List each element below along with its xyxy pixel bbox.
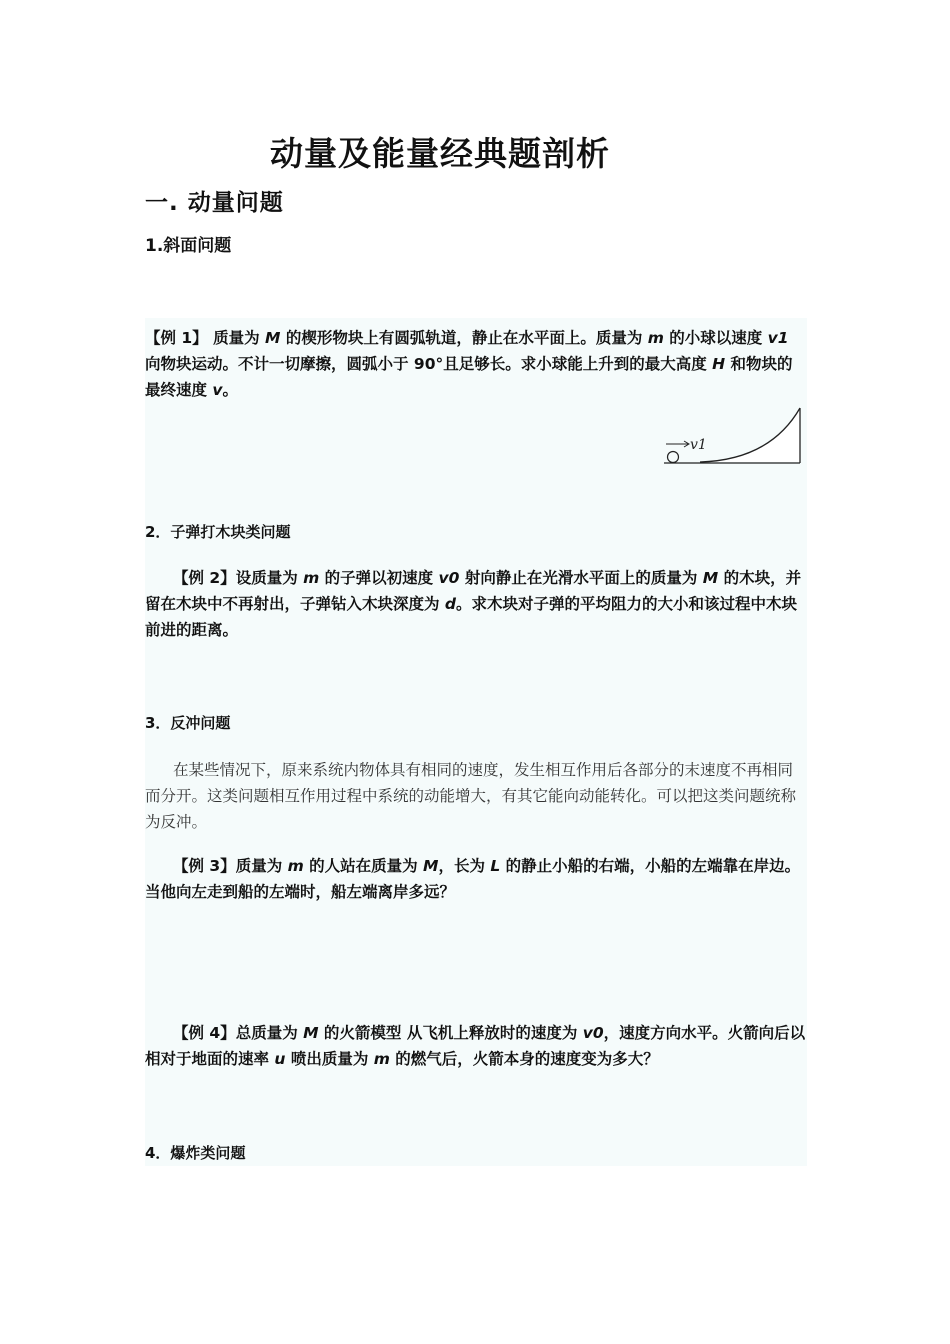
text-run: 。求木块对子弹的平均阻力的大小和该过程中木块前进的距离。 <box>145 595 798 639</box>
subsection-heading-recoil: 3．反冲问题 <box>145 714 231 732</box>
text-run: 总质量为 <box>235 1024 304 1042</box>
subsection-heading-explosion: 4．爆炸类问题 <box>145 1144 246 1162</box>
var-M: M <box>423 857 439 875</box>
text-run: 的人站在质量为 <box>303 857 424 875</box>
text-run: 质量为 <box>235 857 288 875</box>
text-run: 。 <box>222 381 239 399</box>
subsection-heading-bullet: 2．子弹打木块类问题 <box>145 523 291 541</box>
example-2-text <box>145 565 807 643</box>
example-2-label: 【例 2】 <box>173 569 236 587</box>
wedge-figure <box>660 404 805 468</box>
wedge-fill <box>700 408 800 462</box>
text-run: 质量为 <box>207 329 265 347</box>
text-run: 90° <box>413 355 444 373</box>
var-m: m <box>373 1050 390 1068</box>
example-4-text <box>145 1020 807 1072</box>
text-run: 设质量为 <box>235 569 304 587</box>
example-3-text <box>145 853 807 905</box>
ball-icon <box>668 452 679 463</box>
var-m: m <box>647 329 664 347</box>
var-M: M <box>303 1024 319 1042</box>
var-v: v <box>212 381 223 399</box>
text-run: 向物块运动。不计一切摩擦，圆弧小于 <box>145 355 414 373</box>
var-m: m <box>303 569 320 587</box>
text-run: ，长为 <box>438 857 491 875</box>
text-run: 射向静止在光滑水平面上的质量为 <box>459 569 703 587</box>
var-M: M <box>264 329 281 347</box>
text-run: 喷出质量为 <box>285 1050 374 1068</box>
text-run: 和物块的最终速度 <box>145 355 793 399</box>
var-v1: v1 <box>767 329 789 347</box>
subsection-heading-incline: 1.斜面问题 <box>145 236 232 256</box>
var-H: H <box>712 355 726 373</box>
text-run: 的子弹以初速度 <box>319 569 439 587</box>
var-d: d <box>444 595 457 613</box>
text-run: 的静止小船的右端，小船的左端靠在岸边。当他向左走到船的左端时，船左端离岸多远？ <box>145 857 801 901</box>
text-run: 的火箭模型 从飞机上释放时的速度为 <box>318 1024 583 1042</box>
var-L: L <box>490 857 501 875</box>
var-M: M <box>702 569 719 587</box>
text-run: 的燃气后，火箭本身的速度变为多大？ <box>389 1050 659 1068</box>
recoil-description: 在某些情况下，原来系统内物体具有相同的速度，发生相互作用后各部分的末速度不再相同而分开。这类问题相互作用过程中系统的动能增大，有其它能向动能转化。可以把这类问题统称为反冲。 <box>145 761 797 831</box>
text-run: 的木块，并留在木块中不再射出，子弹钻入木块深度为 <box>145 569 802 613</box>
velocity-label: v1 <box>690 437 707 453</box>
page-title: 动量及能量经典题剖析 <box>270 134 610 173</box>
var-v0: v0 <box>582 1024 604 1042</box>
text-run: 的楔形物块上有圆弧轨道，静止在水平面上。质量为 <box>280 329 648 347</box>
example-3-label: 【例 3】 <box>173 857 236 875</box>
example-1-text <box>145 325 807 403</box>
var-u: u <box>274 1050 286 1068</box>
example-1-label: 【例 1】 <box>145 329 208 347</box>
text-run: ，速度方向水平。火箭向后以相对于地面的速率 <box>145 1024 806 1068</box>
section-heading-momentum: 一. 动量问题 <box>145 190 284 216</box>
text-run: 且足够长。求小球能上升到的最大高度 <box>443 355 713 373</box>
text-run: 的小球以速度 <box>663 329 768 347</box>
var-v0: v0 <box>438 569 460 587</box>
var-m: m <box>287 857 304 875</box>
example-4-label: 【例 4】 <box>173 1024 236 1042</box>
